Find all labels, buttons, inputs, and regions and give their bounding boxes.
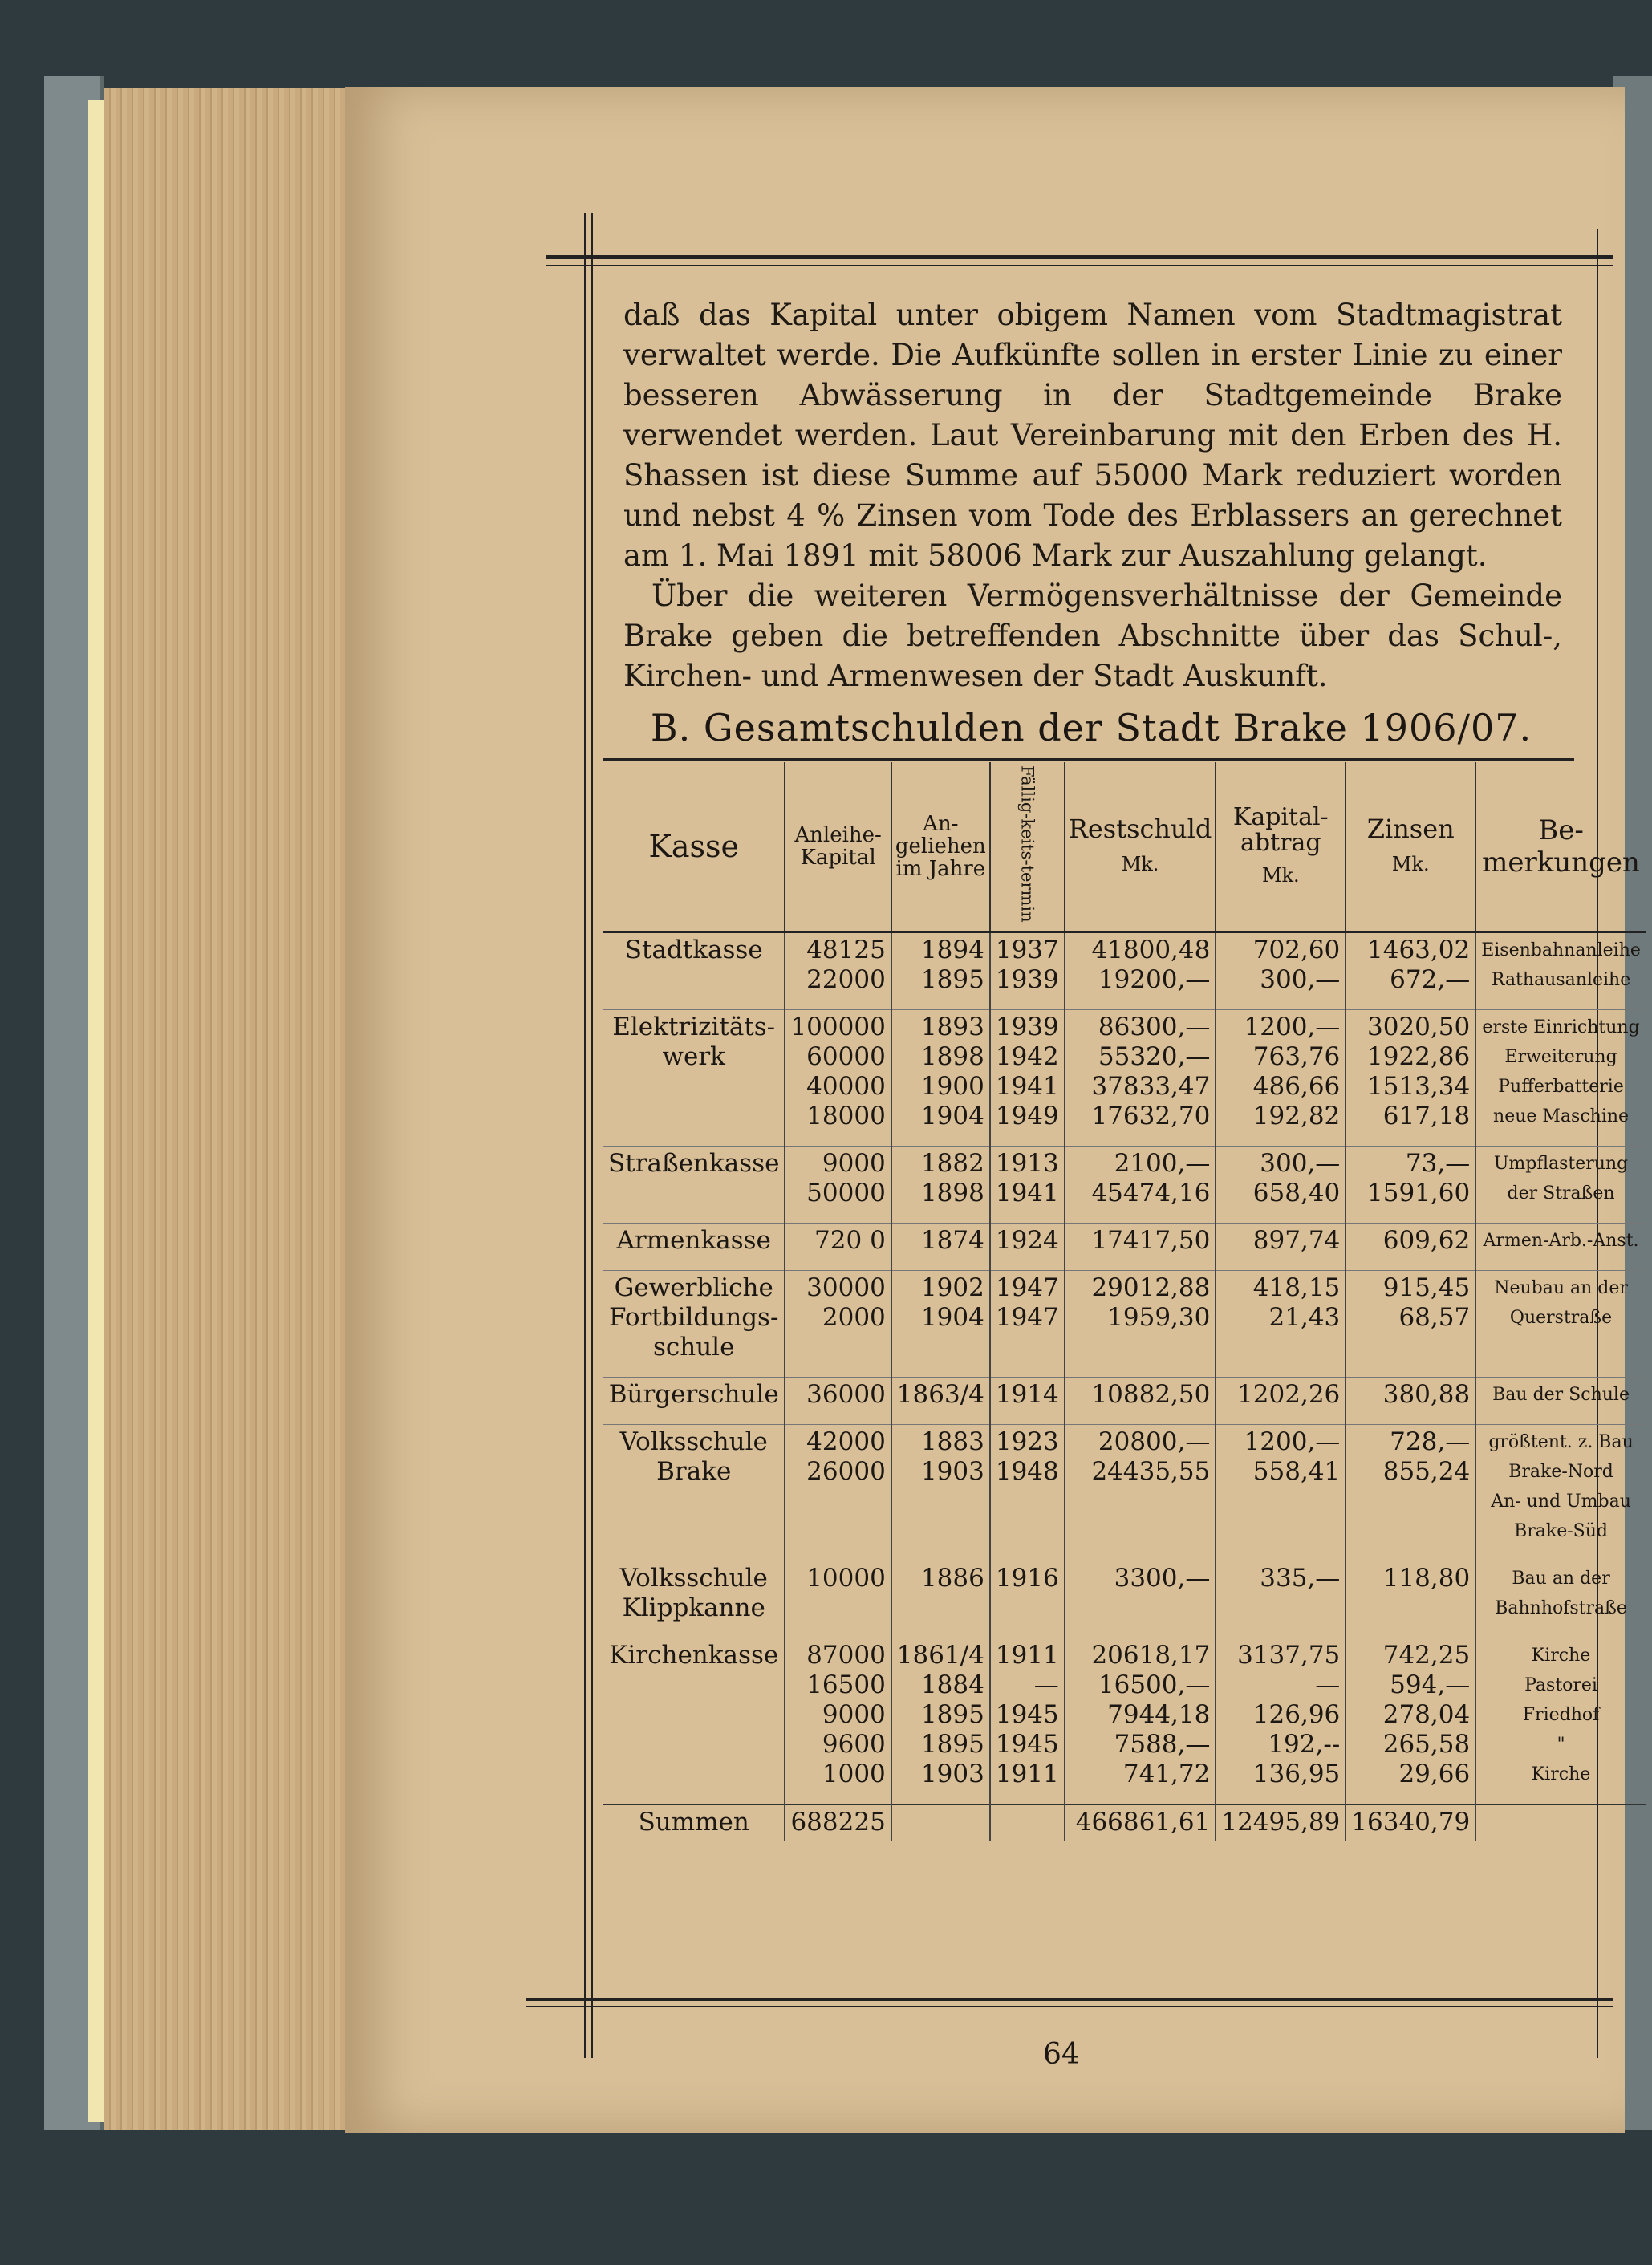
- cell-bem-line: An- und Umbau Brake-Süd: [1491, 1491, 1631, 1541]
- cell-abtrag-line: 897,74: [1252, 1225, 1341, 1255]
- cell-abtrag-line: 418,15: [1252, 1273, 1341, 1302]
- cell-zinsen-line: 594,—: [1390, 1670, 1471, 1699]
- cell-abtrag-line: —: [1315, 1670, 1341, 1699]
- cell-jahr-line: 1904: [920, 1302, 984, 1332]
- cell-rest-line: 19200,—: [1098, 964, 1211, 994]
- cell-termin: [990, 1009, 1065, 1146]
- cell-rest-line: 17417,50: [1091, 1225, 1211, 1255]
- cell-bem-line: größtent. z. Bau Brake-Nord: [1488, 1431, 1634, 1482]
- cell-abtrag: [1216, 1270, 1346, 1377]
- cell-anleihe: [785, 1270, 891, 1377]
- cell-abtrag: [1216, 1638, 1346, 1804]
- cell-anleihe: [785, 1146, 891, 1223]
- frame-top-line-thick: [546, 255, 1613, 259]
- cell-rest-line: 20618,17: [1091, 1640, 1211, 1670]
- frame-top-line-thin: [546, 265, 1613, 266]
- cell-abtrag-line: 300,—: [1260, 964, 1341, 994]
- cell-zinsen-line: 728,—: [1390, 1427, 1471, 1456]
- cell-zinsen-line: 915,45: [1382, 1273, 1471, 1302]
- unit-zinsen: Mk.: [1391, 852, 1430, 875]
- cell-abtrag-line: 1200,—: [1244, 1012, 1341, 1041]
- cell-jahr-line: 1900: [920, 1071, 984, 1101]
- cell-termin: [990, 1424, 1065, 1561]
- table-title-rule-thick: [603, 758, 1574, 761]
- cell-anleihe: [785, 1223, 891, 1270]
- col-header-zinsen: Zinsen Mk.: [1346, 762, 1475, 932]
- cell-zinsen-line: 3020,50: [1367, 1012, 1471, 1041]
- table-group-row: [603, 1270, 1646, 1377]
- cell-sum-anleihe: 688225: [785, 1804, 891, 1841]
- table-group-row: [603, 1638, 1646, 1804]
- cell-anleihe-line: 22000: [806, 964, 886, 994]
- cell-abtrag-line: 300,—: [1260, 1148, 1341, 1178]
- cell-bem-line: Querstraße: [1509, 1307, 1613, 1328]
- cell-jahr: [891, 932, 990, 1009]
- cell-bem-line: Kirche: [1531, 1764, 1591, 1784]
- cell-bem: [1475, 1146, 1646, 1223]
- cell-bem: [1475, 1009, 1646, 1146]
- cell-rest-line: 1959,30: [1107, 1302, 1211, 1332]
- cell-jahr-line: 1902: [920, 1273, 984, 1302]
- cell-jahr: [891, 1270, 990, 1377]
- cell-jahr-line: 1886: [920, 1563, 984, 1593]
- cell-jahr-line: 1884: [920, 1670, 984, 1699]
- cell-bem-line: Neubau an der: [1494, 1277, 1628, 1298]
- cell-abtrag: [1216, 1009, 1346, 1146]
- cell-anleihe-line: 10000: [806, 1563, 886, 1593]
- cell-jahr: [891, 1146, 990, 1223]
- cell-zinsen: [1346, 1146, 1475, 1223]
- cell-bem-line: erste Einrichtung: [1482, 1017, 1640, 1037]
- cell-bem-line: Eisenbahnanleihe: [1481, 940, 1641, 960]
- cell-zinsen: [1346, 1270, 1475, 1377]
- cell-rest: [1065, 1377, 1216, 1424]
- cell-termin-line: 1913: [995, 1148, 1059, 1178]
- cell-anleihe: [785, 1561, 891, 1638]
- cell-rest-line: 29012,88: [1091, 1273, 1211, 1302]
- cell-jahr-line: 1903: [920, 1456, 984, 1486]
- cell-termin-line: 1948: [995, 1456, 1059, 1486]
- cell-rest-line: 86300,—: [1098, 1012, 1211, 1041]
- cell-rest-line: 55320,—: [1098, 1041, 1211, 1071]
- frame-bottom-line-thick: [526, 1998, 1613, 2001]
- debts-table: [603, 762, 1646, 1841]
- table-group-row: [603, 1009, 1646, 1146]
- cell-anleihe-line: 1000: [822, 1759, 886, 1788]
- cell-bem-line: neue Maschine: [1493, 1106, 1630, 1126]
- cell-abtrag: [1216, 932, 1346, 1009]
- cell-jahr: [891, 1561, 990, 1638]
- cell-abtrag: [1216, 1223, 1346, 1270]
- cell-kasse: Elektrizitäts-werk: [603, 1009, 785, 1146]
- cell-jahr-line: 1883: [920, 1427, 984, 1456]
- cell-sum-abtrag: 12495,89: [1216, 1804, 1346, 1841]
- cell-bem-line: Bau an der Bahnhofstraße: [1495, 1568, 1627, 1618]
- cell-anleihe-line: 100000: [790, 1012, 886, 1041]
- cell-bem-line: Erweiterung: [1504, 1046, 1617, 1067]
- cell-anleihe-line: 50000: [806, 1178, 886, 1208]
- cell-termin-line: 1945: [995, 1729, 1059, 1759]
- cell-jahr-line: 1898: [920, 1178, 984, 1208]
- cell-abtrag-line: 192,--: [1268, 1729, 1341, 1759]
- cell-rest-line: 17632,70: [1091, 1101, 1211, 1130]
- cell-termin-line: 1916: [995, 1563, 1059, 1593]
- cell-zinsen-line: 68,57: [1398, 1302, 1471, 1332]
- cell-jahr-line: 1898: [920, 1041, 984, 1071]
- cell-zinsen-line: 1463,02: [1367, 935, 1471, 964]
- cell-abtrag-line: 136,95: [1252, 1759, 1341, 1788]
- cell-bem-line: Kirche: [1531, 1645, 1591, 1666]
- cell-rest: [1065, 932, 1216, 1009]
- cell-abtrag-line: 192,82: [1252, 1101, 1341, 1130]
- frame-left-line-2: [591, 213, 593, 2058]
- cell-rest-line: 16500,—: [1098, 1670, 1211, 1699]
- cell-abtrag-line: 1200,—: [1244, 1427, 1341, 1456]
- cell-anleihe-line: 42000: [806, 1427, 886, 1456]
- cell-bem-line: der Straßen: [1507, 1183, 1615, 1204]
- body-text: [623, 295, 1562, 696]
- cell-kasse: Bürgerschule: [603, 1377, 785, 1424]
- cell-bem: [1475, 1270, 1646, 1377]
- cell-abtrag-line: 702,60: [1252, 935, 1341, 964]
- cell-bem: [1475, 1377, 1646, 1424]
- cell-termin-line: 1911: [995, 1759, 1059, 1788]
- cell-abtrag-line: 763,76: [1252, 1041, 1341, 1071]
- cell-bem-line: ": [1557, 1734, 1565, 1755]
- frame-left-line: [584, 213, 586, 2058]
- cell-rest: [1065, 1561, 1216, 1638]
- unit-restschuld: Mk.: [1121, 852, 1159, 875]
- cell-jahr: [891, 1377, 990, 1424]
- cell-jahr-line: 1874: [920, 1225, 984, 1255]
- cell-jahr: [891, 1424, 990, 1561]
- cell-zinsen-line: 617,18: [1382, 1101, 1471, 1130]
- cell-anleihe-line: 26000: [806, 1456, 886, 1486]
- cell-rest-line: 7944,18: [1107, 1699, 1211, 1729]
- cell-zinsen-line: 1591,60: [1367, 1178, 1471, 1208]
- cell-kasse: Stadtkasse: [603, 932, 785, 1009]
- cell-abtrag-line: 3137,75: [1237, 1640, 1341, 1670]
- cell-zinsen: [1346, 932, 1475, 1009]
- cell-jahr-line: 1895: [920, 1729, 984, 1759]
- cell-rest-line: 37833,47: [1091, 1071, 1211, 1101]
- cell-termin: [990, 1638, 1065, 1804]
- cell-zinsen-line: 278,04: [1382, 1699, 1471, 1729]
- cell-abtrag-line: 126,96: [1252, 1699, 1341, 1729]
- cell-sum-empty: [891, 1804, 990, 1841]
- cell-zinsen-line: 265,58: [1382, 1729, 1471, 1759]
- table-group-row: [603, 932, 1646, 1009]
- cell-jahr-line: 1861/4: [896, 1640, 984, 1670]
- cell-anleihe: [785, 1638, 891, 1804]
- cell-rest-line: 41800,48: [1091, 935, 1211, 964]
- cell-jahr-line: 1894: [920, 935, 984, 964]
- cell-jahr-line: 1895: [920, 964, 984, 994]
- cell-abtrag-line: 658,40: [1252, 1178, 1341, 1208]
- cell-sum-rest: 466861,61: [1065, 1804, 1216, 1841]
- cell-zinsen-line: 29,66: [1398, 1759, 1471, 1788]
- cell-zinsen: [1346, 1638, 1475, 1804]
- cell-abtrag-line: 1202,26: [1237, 1379, 1341, 1409]
- cell-anleihe-line: 720 0: [814, 1225, 886, 1255]
- cell-jahr-line: 1904: [920, 1101, 984, 1130]
- cell-termin-line: 1937: [995, 935, 1059, 964]
- cell-jahr-line: 1903: [920, 1759, 984, 1788]
- cell-zinsen-line: 672,—: [1390, 964, 1471, 994]
- unit-abtrag: Mk.: [1261, 863, 1300, 887]
- cell-jahr: [891, 1009, 990, 1146]
- table-group-row: [603, 1223, 1646, 1270]
- cell-anleihe-line: 16500: [806, 1670, 886, 1699]
- cell-bem: [1475, 1638, 1646, 1804]
- cell-jahr-line: 1863/4: [896, 1379, 984, 1409]
- cell-anleihe: [785, 932, 891, 1009]
- cell-anleihe: [785, 1424, 891, 1561]
- cell-zinsen-line: 742,25: [1382, 1640, 1471, 1670]
- page-edge-strip: [88, 100, 106, 2122]
- cell-zinsen: [1346, 1223, 1475, 1270]
- col-header-abtrag: Kapital-abtrag Mk.: [1216, 762, 1346, 932]
- frame-bottom-line-thin: [526, 2006, 1613, 2007]
- cell-termin-line: 1942: [995, 1041, 1059, 1071]
- cell-termin-line: 1947: [995, 1273, 1059, 1302]
- cell-rest: [1065, 1223, 1216, 1270]
- col-header-kasse: Kasse: [603, 762, 785, 932]
- cell-termin: [990, 1146, 1065, 1223]
- cell-termin-line: 1945: [995, 1699, 1059, 1729]
- cell-anleihe-line: 2000: [822, 1302, 886, 1332]
- cell-termin-line: 1949: [995, 1101, 1059, 1130]
- cell-rest: [1065, 1638, 1216, 1804]
- cell-zinsen-line: 118,80: [1382, 1563, 1471, 1593]
- cell-bem-line: Rathausanleihe: [1491, 969, 1631, 990]
- cell-bem-line: Pufferbatterie: [1498, 1076, 1624, 1097]
- cell-termin-line: 1941: [995, 1178, 1059, 1208]
- cell-anleihe: [785, 1009, 891, 1146]
- table-group-row: [603, 1424, 1646, 1561]
- table-header-row: [603, 762, 1646, 932]
- cell-rest: [1065, 1270, 1216, 1377]
- table-group-row: [603, 1146, 1646, 1223]
- cell-anleihe-line: 60000: [806, 1041, 886, 1071]
- cell-termin-line: 1947: [995, 1302, 1059, 1332]
- cell-abtrag: [1216, 1424, 1346, 1561]
- cell-zinsen-line: 1922,86: [1367, 1041, 1471, 1071]
- cell-termin-line: 1924: [995, 1225, 1059, 1255]
- cell-anleihe-line: 18000: [806, 1101, 886, 1130]
- cell-abtrag: [1216, 1377, 1346, 1424]
- cell-kasse: Volksschule Klippkanne: [603, 1561, 785, 1638]
- cell-rest-line: 3300,—: [1114, 1563, 1211, 1593]
- cell-jahr: [891, 1638, 990, 1804]
- cell-termin-line: 1923: [995, 1427, 1059, 1456]
- cell-jahr-line: 1882: [920, 1148, 984, 1178]
- cell-termin: [990, 1561, 1065, 1638]
- cell-kasse: Straßenkasse: [603, 1146, 785, 1223]
- cell-zinsen-line: 609,62: [1382, 1225, 1471, 1255]
- cell-abtrag-line: 335,—: [1260, 1563, 1341, 1593]
- cell-bem-line: Pastorei: [1524, 1674, 1597, 1695]
- cell-anleihe-line: 9000: [822, 1699, 886, 1729]
- cell-bem-line: Friedhof: [1522, 1704, 1600, 1725]
- cell-zinsen-line: 73,—: [1405, 1148, 1471, 1178]
- cell-sum-empty: [990, 1804, 1065, 1841]
- cell-termin: [990, 1377, 1065, 1424]
- cell-anleihe-line: 48125: [806, 935, 886, 964]
- cell-sum-label: Summen: [603, 1804, 785, 1841]
- cell-abtrag: [1216, 1561, 1346, 1638]
- cell-termin-line: 1914: [995, 1379, 1059, 1409]
- cell-kasse: Gewerbliche Fortbildungs-schule: [603, 1270, 785, 1377]
- cell-termin: [990, 932, 1065, 1009]
- cell-zinsen-line: 855,24: [1382, 1456, 1471, 1486]
- cell-termin-line: 1939: [995, 1012, 1059, 1041]
- cell-jahr-line: 1895: [920, 1699, 984, 1729]
- cell-rest-line: 24435,55: [1091, 1456, 1211, 1486]
- cell-termin: [990, 1270, 1065, 1377]
- col-header-angeliehen: An-geliehen im Jahre: [891, 762, 990, 932]
- paragraph-1: daß das Kapital unter obigem Namen vom Stadtmagistrat verwaltet werde. Die Aufkünfte sollen in erster Linie zu einer besseren Abwässerung in der Stadtgemeinde Brake verwendet werden. Laut Vereinbarung mit den Erben des H. Shassen ist diese Summe auf 55000 Mark reduziert worden und nebst 4 % Zinsen vom Tode des Erblassers an gerechnet am 1. Mai 1891 mit 58006 Mark zur Auszahlung gelangt.: [623, 298, 1562, 573]
- cell-anleihe-line: 9000: [822, 1148, 886, 1178]
- cell-rest-line: 20800,—: [1098, 1427, 1211, 1456]
- cell-zinsen-line: 1513,34: [1367, 1071, 1471, 1101]
- cell-zinsen: [1346, 1424, 1475, 1561]
- col-header-bemerkungen: Be-merkungen: [1475, 762, 1646, 932]
- col-header-restschuld: Restschuld Mk.: [1065, 762, 1216, 932]
- cell-sum-zinsen: 16340,79: [1346, 1804, 1475, 1841]
- page-number: 64: [1043, 2038, 1080, 2071]
- cell-kasse: Armenkasse: [603, 1223, 785, 1270]
- cell-bem-line: Bau der Schule: [1492, 1384, 1630, 1405]
- table-sum-row: [603, 1804, 1646, 1841]
- cell-anleihe-line: 87000: [806, 1640, 886, 1670]
- cell-bem-line: Umpflasterung: [1493, 1153, 1629, 1174]
- cell-anleihe-line: 30000: [806, 1273, 886, 1302]
- cell-termin: [990, 1223, 1065, 1270]
- cell-zinsen: [1346, 1009, 1475, 1146]
- cell-bem-line: Armen-Arb.-Anst.: [1483, 1230, 1639, 1251]
- cell-rest-line: 10882,50: [1091, 1379, 1211, 1409]
- cell-kasse: Kirchenkasse: [603, 1638, 785, 1804]
- cell-sum-empty: [1475, 1804, 1646, 1841]
- cell-rest-line: 7588,—: [1114, 1729, 1211, 1759]
- cell-jahr: [891, 1223, 990, 1270]
- cell-termin-line: 1911: [995, 1640, 1059, 1670]
- cell-abtrag-line: 486,66: [1252, 1071, 1341, 1101]
- cell-rest-line: 2100,—: [1114, 1148, 1211, 1178]
- cell-bem: [1475, 1424, 1646, 1561]
- page-stack-edges: [104, 88, 345, 2130]
- cell-termin-line: 1939: [995, 964, 1059, 994]
- cell-termin-line: 1941: [995, 1071, 1059, 1101]
- cell-rest-line: 45474,16: [1091, 1178, 1211, 1208]
- cell-zinsen-line: 380,88: [1382, 1379, 1471, 1409]
- cell-anleihe: [785, 1377, 891, 1424]
- table-title: B. Gesamtschulden der Stadt Brake 1906/07.: [650, 706, 1532, 749]
- cell-abtrag-line: 558,41: [1252, 1456, 1341, 1486]
- table-group-row: [603, 1561, 1646, 1638]
- table-group-row: [603, 1377, 1646, 1424]
- cell-rest: [1065, 1009, 1216, 1146]
- cell-rest: [1065, 1424, 1216, 1561]
- cell-anleihe-line: 36000: [806, 1379, 886, 1409]
- cell-rest: [1065, 1146, 1216, 1223]
- col-header-anleihe: Anleihe-Kapital: [785, 762, 891, 932]
- cell-anleihe-line: 40000: [806, 1071, 886, 1101]
- cell-anleihe-line: 9600: [822, 1729, 886, 1759]
- cell-kasse: Volksschule Brake: [603, 1424, 785, 1561]
- col-header-faelligkeit: Fällig-keits-termin: [990, 762, 1065, 932]
- cell-abtrag-line: 21,43: [1268, 1302, 1341, 1332]
- cell-zinsen: [1346, 1377, 1475, 1424]
- cell-bem: [1475, 932, 1646, 1009]
- cell-bem: [1475, 1223, 1646, 1270]
- cell-bem: [1475, 1561, 1646, 1638]
- cell-zinsen: [1346, 1561, 1475, 1638]
- cell-jahr-line: 1893: [920, 1012, 984, 1041]
- paragraph-2: Über die weiteren Vermögensverhältnisse der Gemeinde Brake geben die betreffenden Abschnitte über das Schul-, Kirchen- und Armenwesen der Stadt Auskunft.: [623, 578, 1562, 693]
- cell-termin-line: —: [1033, 1670, 1059, 1699]
- cell-abtrag: [1216, 1146, 1346, 1223]
- cell-rest-line: 741,72: [1122, 1759, 1211, 1788]
